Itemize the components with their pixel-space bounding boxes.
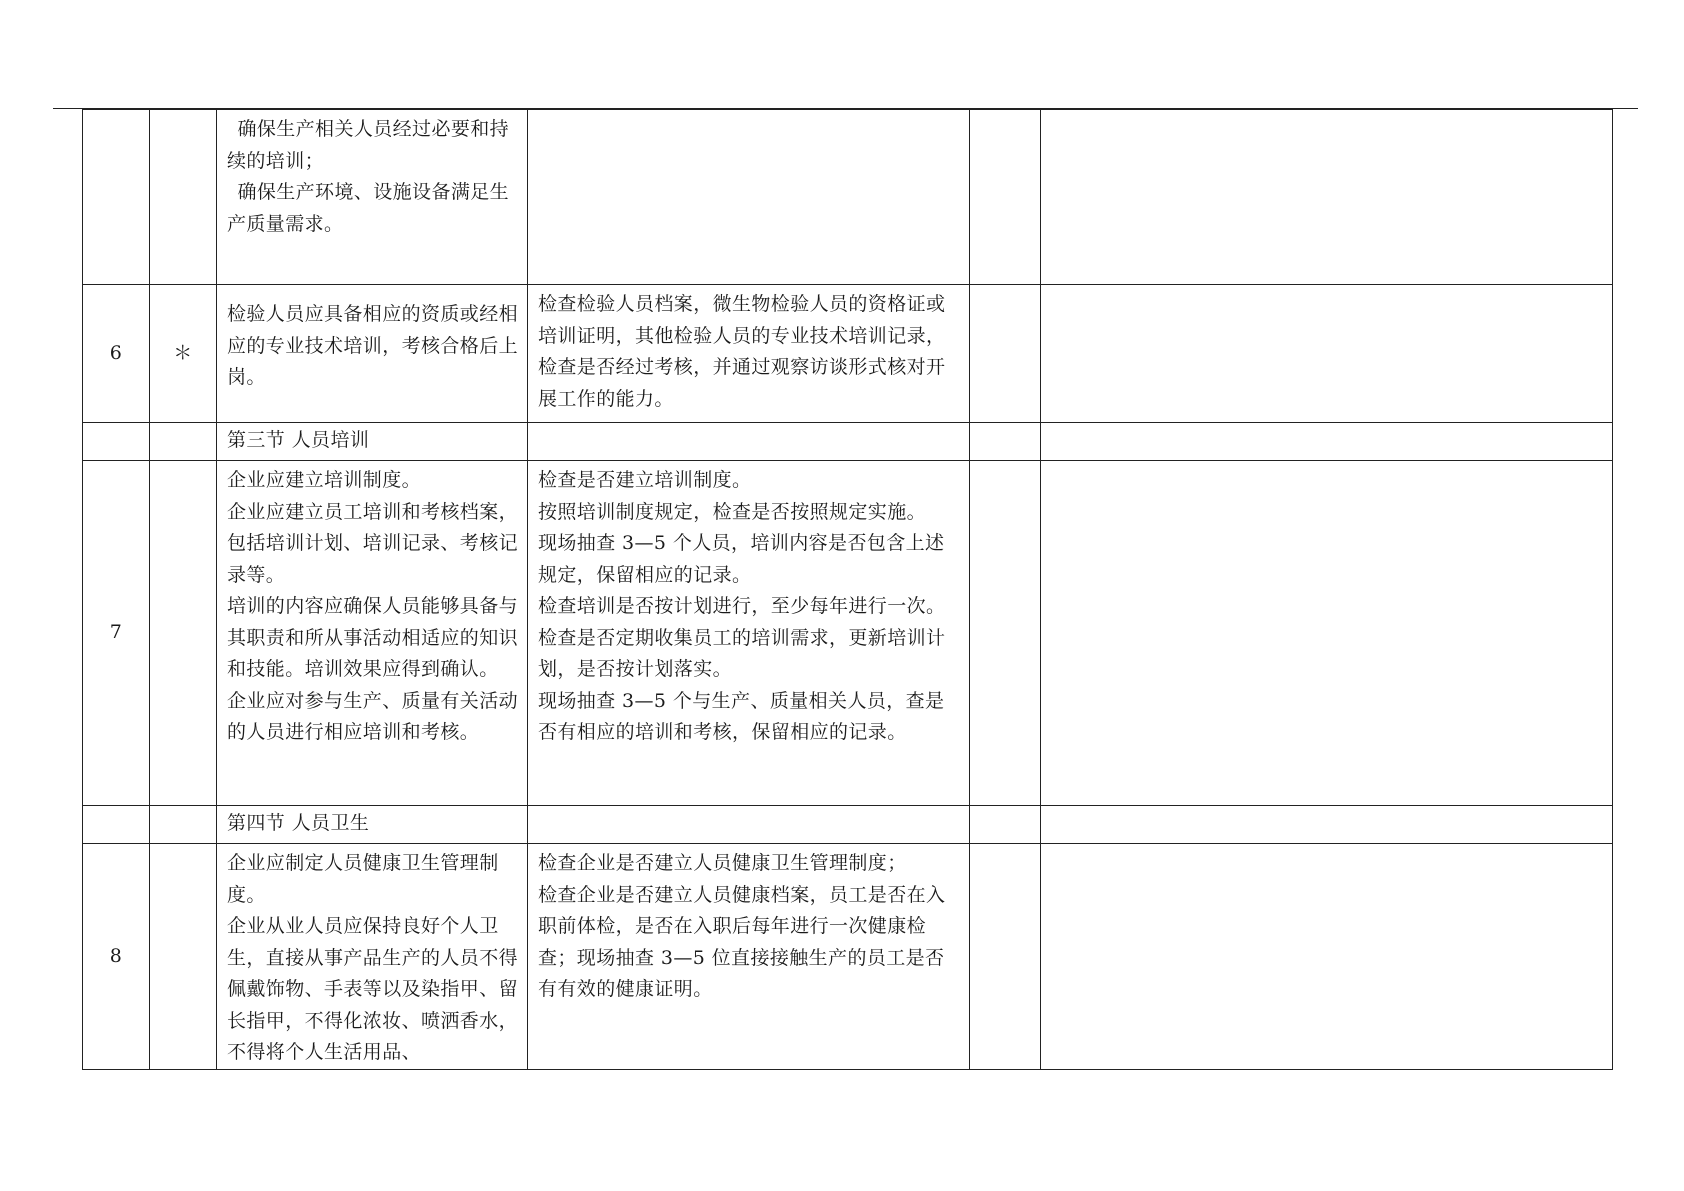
requirement-paragraph: 企业应制定人员健康卫生管理制度。: [227, 852, 499, 906]
inspection-table-container: [82, 109, 1613, 1070]
inspection-method-cell: [528, 423, 970, 461]
key-item-mark-cell: [150, 844, 217, 1070]
requirement-cell: [217, 844, 528, 1070]
remarks-cell: [1041, 285, 1613, 423]
key-item-mark-cell: [150, 461, 217, 806]
result-cell: [970, 806, 1041, 844]
remarks-cell: [1041, 806, 1613, 844]
section-heading-row: [83, 806, 1613, 844]
method-paragraph: 检查企业是否建立人员健康档案，员工是否在入职前体检，是否在入职后每年进行一次健康检查；现场抽查 3—5 位直接接触生产的员工是否有有效的健康证明。: [538, 883, 946, 1000]
item-number-cell: [83, 110, 150, 285]
section-heading: 第四节 人员卫生: [217, 806, 528, 844]
table-row: [83, 285, 1613, 423]
inspection-method-cell: [528, 844, 970, 1070]
key-item-mark-cell: [150, 423, 217, 461]
requirement-paragraph: 企业从业人员应保持良好个人卫生，直接从事产品生产的人员不得佩戴饰物、手表等以及染指甲、留长指甲，不得化浓妆、喷洒香水，不得将个人生活用品、: [227, 915, 519, 1063]
inspection-table: [82, 109, 1613, 1070]
requirement-paragraph: 企业应对参与生产、质量有关活动的人员进行相应培训和考核。: [227, 689, 519, 743]
result-cell: [970, 461, 1041, 806]
key-item-mark-cell: [150, 110, 217, 285]
remarks-cell: [1041, 461, 1613, 806]
result-cell: [970, 844, 1041, 1070]
requirement-cell: [217, 461, 528, 806]
method-paragraph: 检查检验人员档案，微生物检验人员的资格证或培训证明，其他检验人员的专业技术培训记录，检查是否经过考核，并通过观察访谈形式核对开展工作的能力。: [538, 293, 946, 410]
item-number-cell: 6: [83, 285, 150, 423]
remarks-cell: [1041, 110, 1613, 285]
requirement-paragraph: 确保生产相关人员经过必要和持续的培训；: [227, 118, 510, 172]
method-paragraph: 现场抽查 3—5 个与生产、质量相关人员，查是否有相应的培训和考核，保留相应的记录。: [538, 689, 945, 743]
section-heading: 第三节 人员培训: [217, 423, 528, 461]
section-heading-row: [83, 423, 1613, 461]
item-number-cell: 7: [83, 461, 150, 806]
table-row: [83, 110, 1613, 285]
method-paragraph: 检查培训是否按计划进行，至少每年进行一次。: [538, 595, 946, 617]
inspection-method-cell: [528, 285, 970, 423]
inspection-method-cell: [528, 461, 970, 806]
inspection-method-cell: [528, 806, 970, 844]
table-row: [83, 844, 1613, 1070]
table-row: [83, 461, 1613, 806]
result-cell: [970, 285, 1041, 423]
item-number-cell: 8: [83, 844, 150, 1070]
inspection-method-cell: [528, 110, 970, 285]
method-paragraph: 检查企业是否建立人员健康卫生管理制度；: [538, 852, 907, 874]
requirement-paragraph: 企业应建立员工培训和考核档案，包括培训计划、培训记录、考核记录等。: [227, 500, 519, 586]
method-paragraph: 现场抽查 3—5 个人员，培训内容是否包含上述规定，保留相应的记录。: [538, 532, 945, 586]
remarks-cell: [1041, 423, 1613, 461]
item-number-cell: [83, 423, 150, 461]
requirement-paragraph: 确保生产环境、设施设备满足生产质量需求。: [227, 181, 510, 235]
method-paragraph: 按照培训制度规定，检查是否按照规定实施。: [538, 500, 927, 523]
result-cell: [970, 110, 1041, 285]
result-cell: [970, 423, 1041, 461]
requirement-paragraph: 企业应建立培训制度。: [227, 469, 422, 491]
requirement-paragraph: 培训的内容应确保人员能够具备与其职责和所从事活动相适应的知识和技能。培训效果应得到确认。: [227, 595, 519, 680]
item-number-cell: [83, 806, 150, 844]
requirement-paragraph: 检验人员应具备相应的资质或经相应的专业技术培训，考核合格后上岗。: [227, 303, 519, 388]
key-item-mark-cell: ＊: [150, 285, 217, 423]
requirement-cell: [217, 110, 528, 285]
key-item-mark-cell: [150, 806, 217, 844]
method-paragraph: 检查是否定期收集员工的培训需求，更新培训计划，是否按计划落实。: [538, 626, 946, 680]
method-paragraph: 检查是否建立培训制度。: [538, 469, 752, 491]
requirement-cell: [217, 285, 528, 423]
remarks-cell: [1041, 844, 1613, 1070]
